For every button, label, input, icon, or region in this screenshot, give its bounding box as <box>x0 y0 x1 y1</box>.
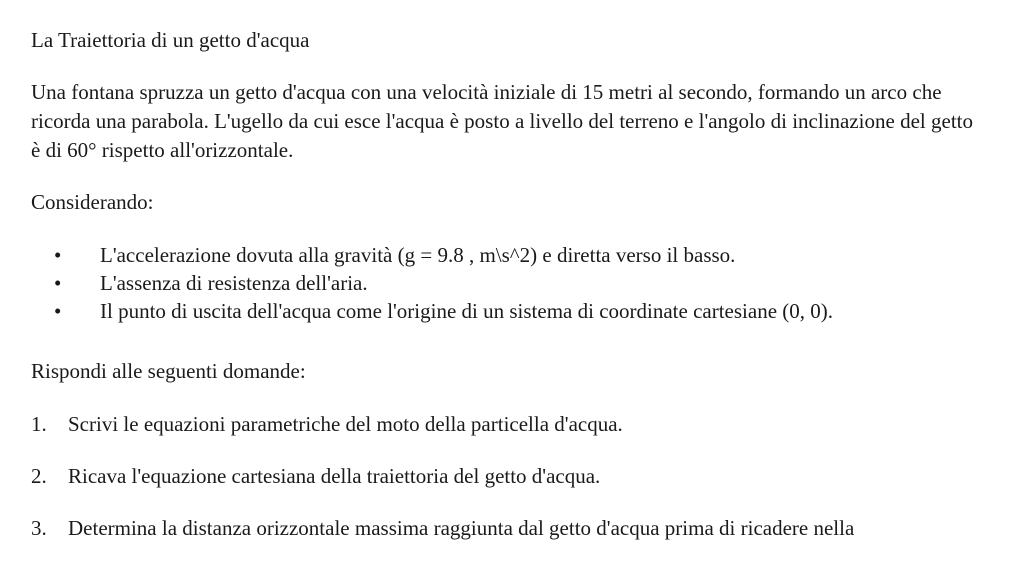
question-item <box>31 462 854 514</box>
document-title: La Traiettoria di un getto d'acqua <box>31 28 310 52</box>
question-item <box>31 410 854 462</box>
considering-label: Considerando: <box>31 190 154 214</box>
question-text: Determina la distanza orizzontale massima raggiunta dal getto d'acqua prima di ricadere nella <box>68 516 855 540</box>
intro-paragraph: Una fontana spruzza un getto d'acqua con una velocità iniziale di 15 metri al secondo, formando un arco che ricorda una parabola. L'ugello da cui esce l'acqua è posto a livello del terreno e l'angolo di inclinazione del getto è di 60° rispetto all'orizzontale. <box>31 80 973 162</box>
list-item-text: L'assenza di resistenza dell'aria. <box>100 271 368 295</box>
question-text: Ricava l'equazione cartesiana della traiettoria del getto d'acqua. <box>68 464 601 488</box>
bullet-marker: • <box>54 271 62 295</box>
bullet-marker: • <box>54 299 62 323</box>
question-item <box>31 514 854 566</box>
list-item <box>31 297 833 325</box>
list-item-text: L'accelerazione dovuta alla gravità (g = 9.8 , m\s^2) e diretta verso il basso. <box>100 243 736 267</box>
list-item-text: Il punto di uscita dell'acqua come l'origine di un sistema di coordinate cartesiane (0, 0). <box>100 299 834 323</box>
question-text: Scrivi le equazioni parametriche del moto della particella d'acqua. <box>68 412 623 436</box>
questions-list <box>31 410 854 566</box>
question-number: 1. <box>31 412 47 436</box>
respond-label: Rispondi alle seguenti domande: <box>31 359 306 383</box>
question-number: 2. <box>31 464 47 488</box>
list-item <box>31 241 833 269</box>
list-item <box>31 269 833 297</box>
assumptions-list <box>31 241 833 325</box>
bullet-marker: • <box>54 243 62 267</box>
question-number: 3. <box>31 516 47 540</box>
